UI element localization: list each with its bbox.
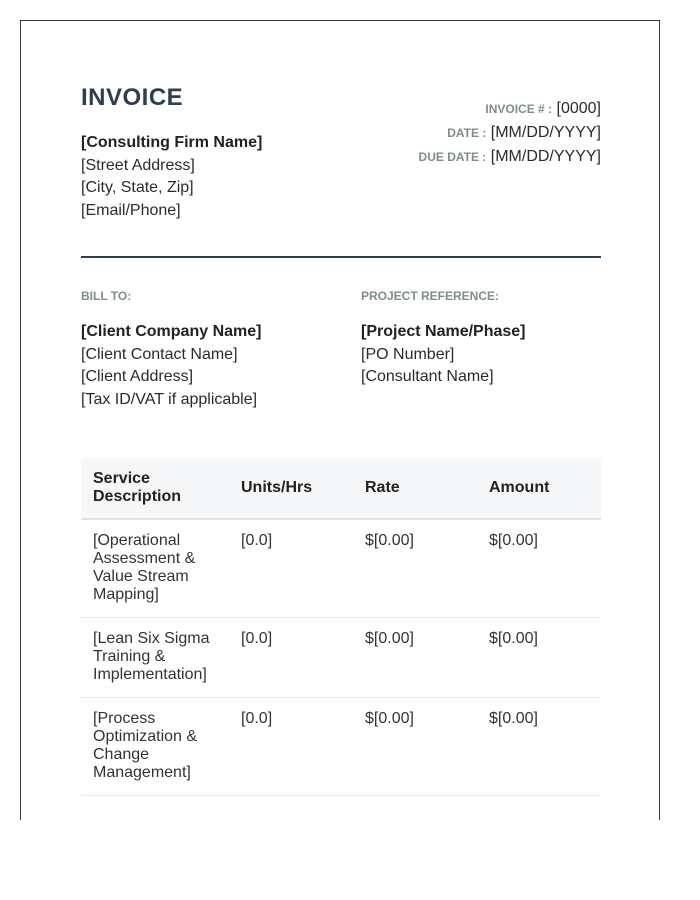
invoice-due-value: [MM/DD/YYYY] — [490, 148, 601, 165]
table-header-row — [81, 458, 601, 519]
cell-description: [Process Optimization & Change Management] — [81, 698, 229, 796]
invoice-date-label: DATE : — [447, 126, 487, 140]
project-reference-label: PROJECT REFERENCE: — [361, 289, 500, 303]
header-service-description: Service Description — [81, 458, 229, 519]
invoice-meta — [419, 97, 601, 169]
cell-amount: $[0.00] — [477, 698, 601, 796]
firm-city: [City, State, Zip] — [81, 179, 194, 196]
invoice-number-value: [0000] — [556, 100, 601, 117]
header-units: Units/Hrs — [229, 458, 353, 519]
table-row — [81, 698, 601, 796]
firm-name: [Consulting Firm Name] — [81, 134, 263, 151]
project-name: [Project Name/Phase] — [361, 323, 526, 340]
firm-street: [Street Address] — [81, 156, 195, 174]
project-consultant: [Consultant Name] — [361, 368, 494, 385]
services-table — [81, 458, 601, 796]
client-contact: [Client Contact Name] — [81, 345, 238, 363]
cell-amount: $[0.00] — [477, 618, 601, 698]
header-rate: Rate — [353, 458, 477, 519]
cell-units: [0.0] — [229, 519, 353, 618]
project-block — [361, 321, 526, 389]
cell-units: [0.0] — [229, 618, 353, 698]
cell-amount: $[0.00] — [477, 519, 601, 618]
invoice-number-line — [419, 97, 601, 121]
cell-description: [Lean Six Sigma Training & Implementation] — [81, 618, 229, 698]
invoice-page — [20, 20, 660, 820]
invoice-date-value: [MM/DD/YYYY] — [490, 124, 601, 141]
cell-rate: $[0.00] — [353, 519, 477, 618]
firm-contact: [Email/Phone] — [81, 201, 181, 219]
bill-to-block — [81, 321, 261, 411]
invoice-date-line — [419, 121, 601, 145]
bill-to-label: BILL TO: — [81, 289, 132, 303]
cell-rate: $[0.00] — [353, 618, 477, 698]
client-tax: [Tax ID/VAT if applicable] — [81, 390, 258, 408]
invoice-due-line — [419, 145, 601, 169]
client-address: [Client Address] — [81, 368, 194, 385]
invoice-title: INVOICE — [81, 84, 184, 111]
client-company: [Client Company Name] — [81, 323, 262, 340]
cell-description: [Operational Assessment & Value Stream Mapping] — [81, 519, 229, 618]
firm-block — [81, 132, 262, 222]
header-amount: Amount — [477, 458, 601, 519]
header-divider — [81, 256, 601, 258]
project-po: [PO Number] — [361, 345, 455, 363]
table-row — [81, 519, 601, 618]
invoice-number-label: INVOICE # : — [485, 102, 553, 116]
cell-units: [0.0] — [229, 698, 353, 796]
cell-rate: $[0.00] — [353, 698, 477, 796]
table-row — [81, 618, 601, 698]
invoice-due-label: DUE DATE : — [418, 150, 487, 164]
